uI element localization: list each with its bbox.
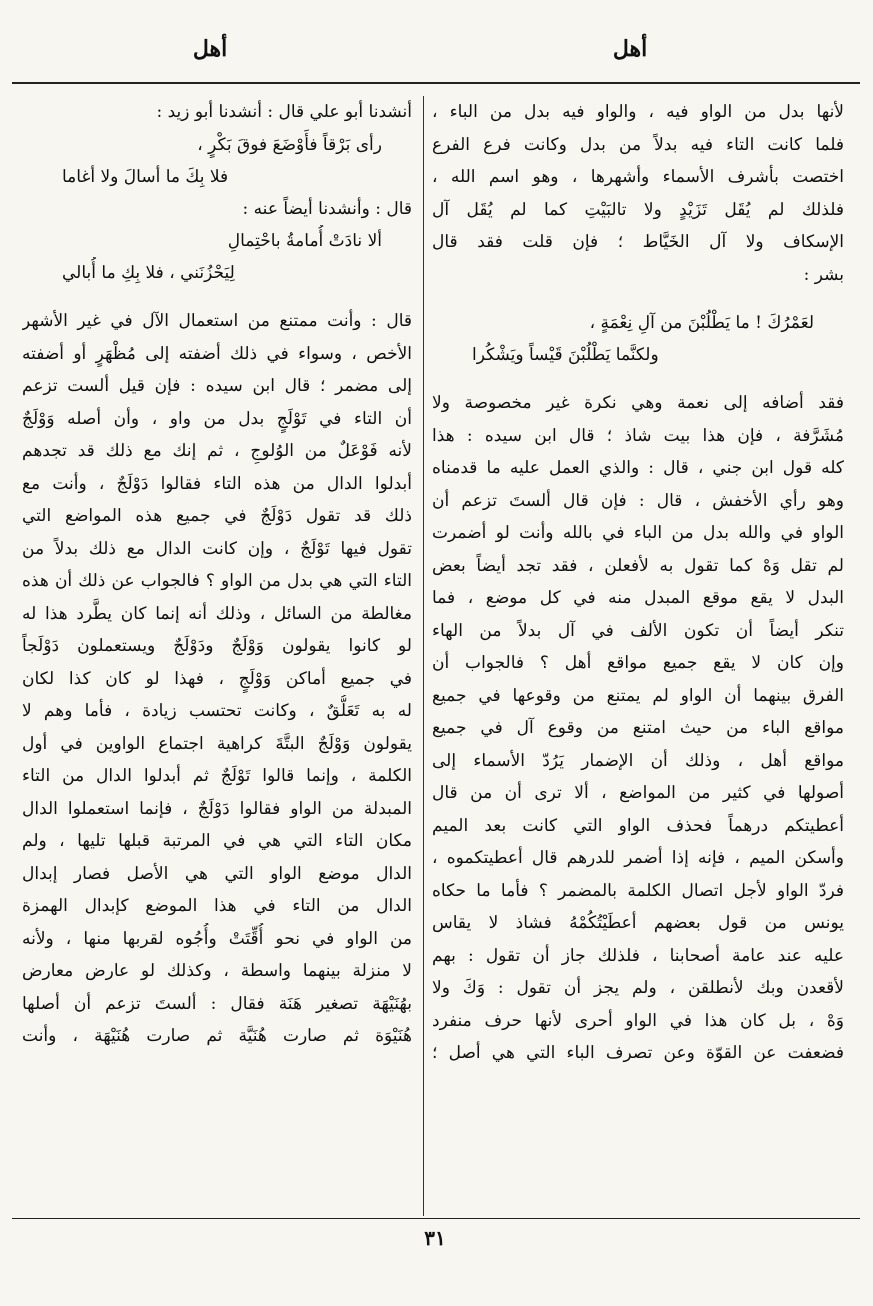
text-line: هُنَيْوَة ثم صارت هُنَيَّة ثم صارت هُنَيْهَة ، وأنت <box>22 1026 412 1046</box>
right-column <box>432 96 844 1216</box>
text-line: تنكر أيضاً أن تكون الألف في آل بدلاً من الهاء <box>432 620 844 641</box>
text-line: بهُنَيْهَة تصغير هَنَة فقال : ألستَ تزعم أن أصلها <box>22 993 412 1014</box>
running-header-right: أهل <box>612 36 648 62</box>
verse-line: لِيَحْزُنَني ، فلا بِكِ ما أُبالي <box>62 263 235 283</box>
text-line: الدال من التاء في هذا الموضع كإبدال الهمزة <box>22 896 412 916</box>
text-line: كله قول ابن جني ، قال : والذي العمل عليه ما قدمناه <box>432 458 844 478</box>
text-line: تقول فيها تَوْلَجٌ ، وإن كانت الدال مع ذلك بدلاً من <box>22 538 412 559</box>
text-line: لا منزلة بينهما واسطة ، وكذلك لو عارض معارض <box>22 961 412 981</box>
text-line: لأقعدن وبك لأنطلقن ، ولم يجز أن تقول : وَكَ ولا <box>432 978 844 998</box>
verse-line: لعَمْرُكَ ! ما يَطْلُبْنَ من آلِ نِعْمَةٍ ، <box>589 313 814 333</box>
text-line: من الواو في نحو أُقِّتَتْ وأُجُوه لقربها منها ، ولأنه <box>22 928 412 949</box>
text-line: يقولون وَوْلَجٌ البتَّةَ كراهية اجتماع الواوين في أول <box>22 733 412 754</box>
page-number: ٣١ <box>424 1226 446 1250</box>
text-line: مغالطة من السائل ، وذلك أنه إنما كان يطَّرد هذا له <box>22 603 412 624</box>
text-line: قال : وأنت ممتنع من استعمال الآل في غير الأشهر <box>22 311 412 331</box>
text-line: لأنها بدل من الواو فيه ، والواو فيه بدل من الباء ، <box>432 102 844 122</box>
text-line: فلما كانت التاء فيه بدلاً من بدل وكانت فرع الفرع <box>432 134 844 155</box>
text-line: الكلمة ، وإنما قالوا تَوْلَجٌ ثم أبدلوا الدال من التاء <box>22 766 412 786</box>
text-line: في جميع أماكن وَوْلَجٍ ، فهذا لو كان كذا لكان <box>22 668 412 689</box>
text-line: وأسكن الميم ، فإنه إذا أضمر للدرهم قال أعطيتكموه ، <box>432 848 844 868</box>
column-divider <box>423 96 424 1216</box>
text-line: فردّ الواو لأجل اتصال الكلمة بالمضمر ؟ فأما ما حكاه <box>432 880 844 901</box>
header-rule <box>12 82 860 84</box>
text-line: الفرق بينهما أن الواو لم يمتنع من وقوعها في جميع <box>432 685 844 706</box>
text-line: مُشَرَّفة ، فإن هذا بيت شاذ ؛ قال ابن سيده : هذا <box>432 425 844 446</box>
text-line: أن التاء في تَوْلَجٍ بدل من واو ، وأن أصله وَوْلَجٌ <box>22 408 412 429</box>
text-line: ذلك قد تقول دَوْلَجٌ في جميع هذه المواضع التي <box>22 506 412 526</box>
text-line: مكان التاء التي هي في المرتبة قبلها تليها ، ولم <box>22 831 412 851</box>
text-line: عليه عند عامة أصحابنا ، فلذلك جاز أن تقول : بهم <box>432 945 844 966</box>
text-line: إلى مضمر ؛ قال ابن سيده : فإن قيل ألست تزعم <box>22 376 412 396</box>
text-line: اختصت بأشرف الأسماء وأشهرها ، وهو اسم الله ، <box>432 167 844 187</box>
verse-line: فلا بِكَ ما أسالَ ولا أغاما <box>62 166 229 187</box>
left-column <box>22 96 412 1216</box>
text-line: مواقع الباء من حيث امتنع من وقوع آل في جميع <box>432 718 844 738</box>
text-line: أبدلوا الدال من هذه التاء فقالوا دَوْلَجٌ ، وأنت مع <box>22 473 412 494</box>
text-line: البدل لا يقع موقع المبدل منه في كل موضع ، فما <box>432 588 844 608</box>
text-line: فلذلك لم يُقَل تَزَيْدٍ ولا تالبَيْتِ كما لم يُقَل آل <box>432 199 844 220</box>
text-line: أنشدنا أبو علي قال : أنشدنا أبو زيد : <box>156 102 412 122</box>
text-line: وإن كان لا يقع جميع مواقع أهل ؟ فالجواب أن <box>432 653 844 673</box>
running-header-left: أهل <box>192 36 228 62</box>
text-line: الواو في والله بدل من الباء في بالله وأنت لو أضمرت <box>432 523 844 543</box>
text-line: الإسكاف ولا آل الخَيَّاط ؛ فإن قلت فقد قال <box>432 232 844 252</box>
text-line: وَهْ ، بل كان هذا في الواو أحرى لأنها حرف منفرد <box>432 1010 844 1031</box>
text-line: لأنه فَوْعَلٌ من الوُلوجِ ، ثم إنك مع ذلك قد تجدهم <box>22 441 412 461</box>
text-line: أصولها في كثير من المواضع ، ألا ترى أن من قال <box>432 783 844 803</box>
text-line: لو كانوا يقولون وَوْلَجٌ ودَوْلَجٌ ويستعملون دَوْلَجاً <box>22 636 412 656</box>
text-line: الدال موضع الواو التي هي الأصل فصار إبدال <box>22 863 412 884</box>
text-line: أعطيتكم درهماً فحذف الواو التي كانت بعد الميم <box>432 815 844 836</box>
text-line: وهو رأي الأخفش ، قال : فإن قال ألستَ تزعم أن <box>432 490 844 511</box>
text-line: فضعفت عن القوّة وعن تصرف الباء التي هي أصل ؛ <box>432 1043 844 1063</box>
text-line: المبدلة من الواو فقالوا دَوْلَجٌ ، فإنما استعملوا الدال <box>22 798 412 819</box>
verse-line: ولكنَّما يَطْلُبْنَ قَيْساً ويَشْكُرا <box>472 345 659 365</box>
text-line: الأخص ، وسواء في ذلك أضفته إلى مُظْهَرٍ أو أضفته <box>22 343 412 364</box>
text-line: فقد أضافه إلى نعمة وهي نكرة غير مخصوصة ولا <box>432 393 844 413</box>
text-line: مواقع أهل ، وذلك أن الإضمار يَرُدّ الأسماء إلى <box>432 750 844 771</box>
text-line: التاء التي هي بدل من الواو ؟ فالجواب عن ذلك أن هذه <box>22 571 412 591</box>
text-line: لم تقل وَهْ كما تقول به لأفعلن ، فقد تجد أيضاً بعض <box>432 555 844 576</box>
verse-line: رأى بَرْقاً فأَوْضَعَ فوقَ بَكْرٍ ، <box>197 134 382 155</box>
footer-rule <box>12 1218 860 1219</box>
text-line: بشر : <box>803 264 844 285</box>
text-line: يونس من قول بعضهم أعطَيْتُكُمْهُ فشاذ لا يقاس <box>432 913 844 933</box>
text-line: له به تَعَلُّقٌ ، وكانت تحتسب زيادة ، فأما وهم لا <box>22 701 412 721</box>
verse-line: ألا نادَتْ أُمامةُ باحْتِمالِ <box>227 231 382 251</box>
text-line: قال : وأنشدنا أيضاً عنه : <box>242 198 412 219</box>
